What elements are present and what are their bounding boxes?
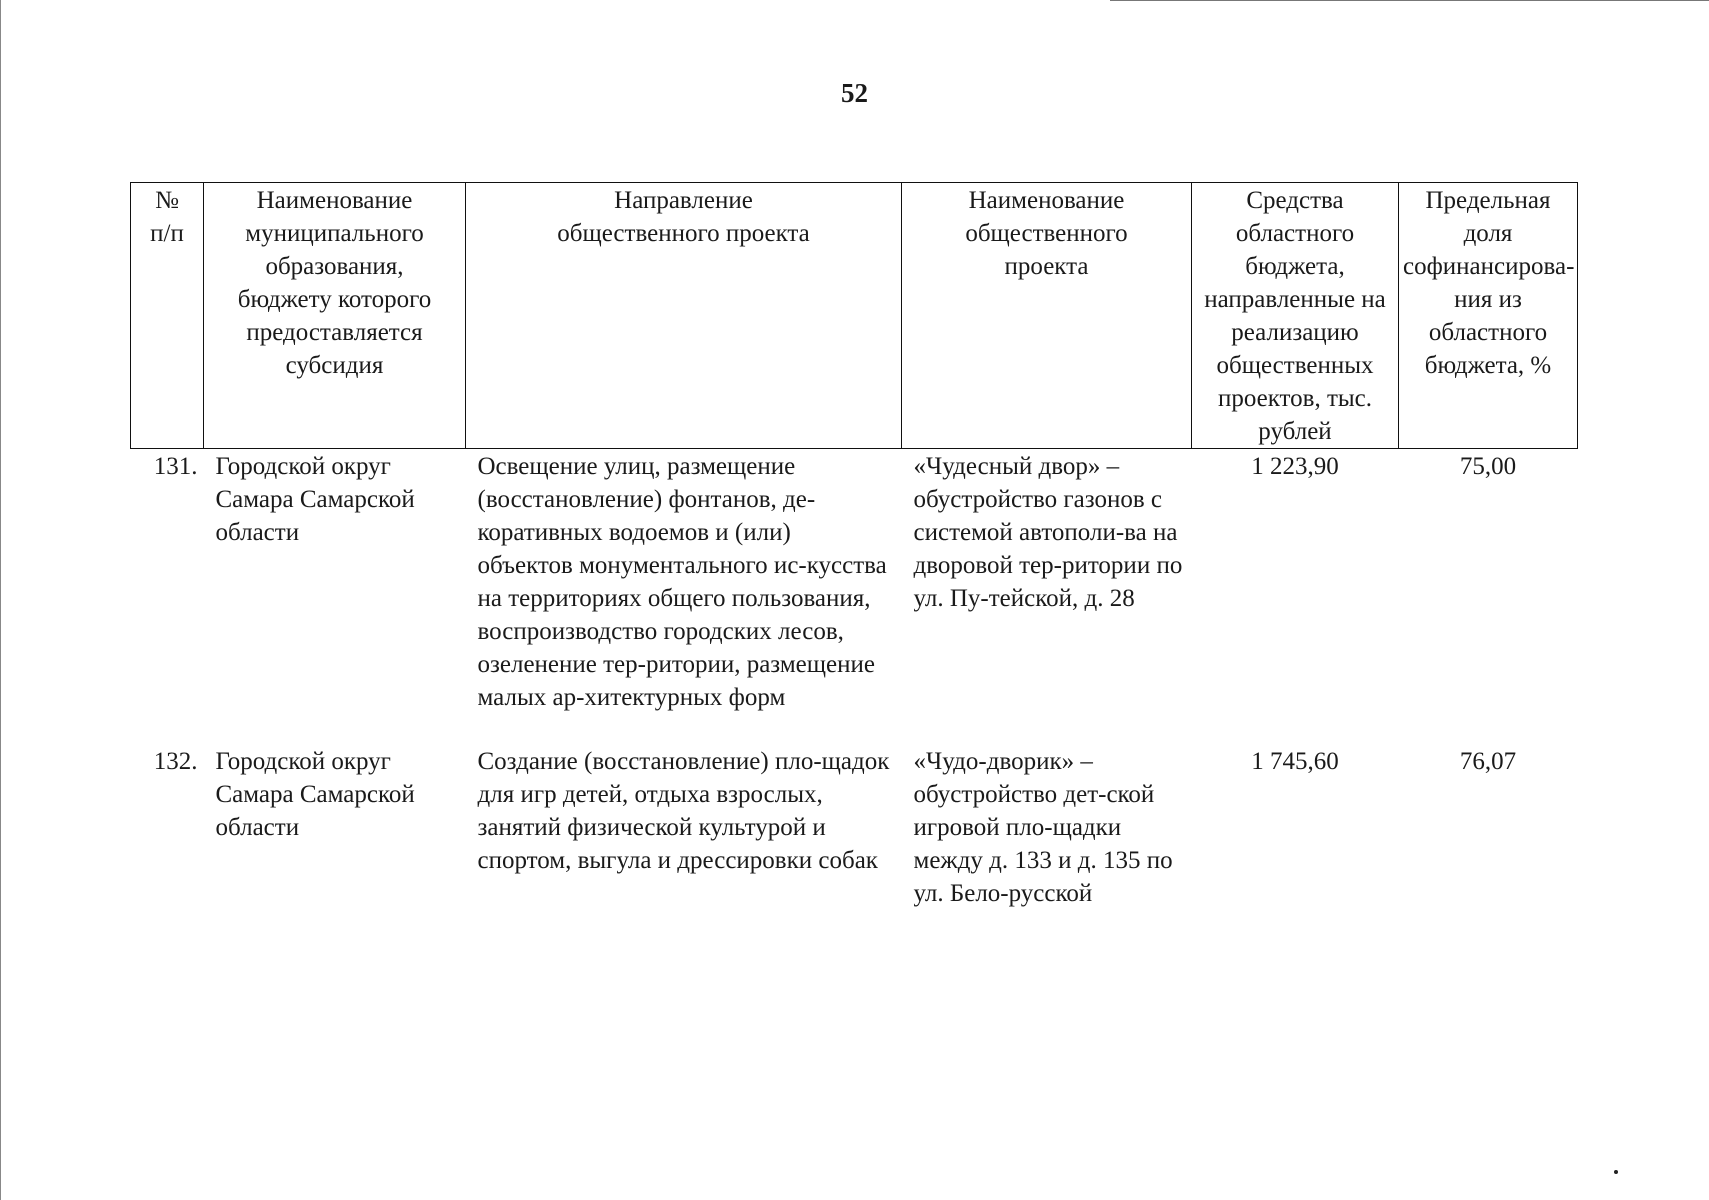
header-share: Предельная доля софинансирова-ния из областного бюджета, % <box>1399 183 1578 449</box>
row-number: 131. <box>153 453 198 480</box>
header-funds: Средства областного бюджета, направленные на реализацию общественных проектов, тыс. рублей <box>1192 183 1399 449</box>
share-cell: 75,00 <box>1459 453 1517 480</box>
share-cell: 76,07 <box>1459 748 1517 775</box>
table-row <box>131 744 1578 910</box>
municipality-cell: Городской округ Самара Самарской области <box>215 453 415 546</box>
scan-speck <box>1614 1170 1618 1174</box>
scan-edge-left <box>0 0 1 1200</box>
funds-cell: 1 745,60 <box>1251 748 1339 775</box>
funds-cell: 1 223,90 <box>1251 453 1339 480</box>
header-direction: Направление общественного проекта <box>466 183 902 449</box>
table-row <box>131 449 1578 745</box>
header-project: Наименование общественного проекта <box>902 183 1192 449</box>
scan-edge-top <box>1110 0 1709 1</box>
subsidy-table <box>130 182 1578 910</box>
page-number: 52 <box>841 78 868 108</box>
project-cell: «Чудо-дворик» – обустройство дет-ской игровой пло-щадки между д. 133 и д. 135 по ул. Бело-русской <box>913 748 1173 907</box>
row-number: 132. <box>153 748 198 775</box>
header-municipality: Наименование муниципального образования, бюджету которого предоставляется субсидия <box>204 183 466 449</box>
municipality-cell: Городской округ Самара Самарской области <box>215 748 415 841</box>
table-header-row <box>131 183 1578 449</box>
project-cell: «Чудесный двор» – обустройство газонов с системой автополи-ва на дворовой тер-ритории по ул. Пу-тейской, д. 28 <box>913 453 1183 612</box>
direction-cell: Создание (восстановление) пло-щадок для игр детей, отдыха взрослых, занятий физической культурой и спортом, выгула и дрессировки собак <box>477 748 890 874</box>
header-num: № п/п <box>131 183 204 449</box>
direction-cell: Освещение улиц, размещение (восстановление) фонтанов, де-коративных водоемов и (или) объектов монументального ис-кусства на территориях общего пользования, воспроизводство городских лесов, озеленение тер-ритории, размещение малых ар-хитектурных форм <box>477 453 887 711</box>
